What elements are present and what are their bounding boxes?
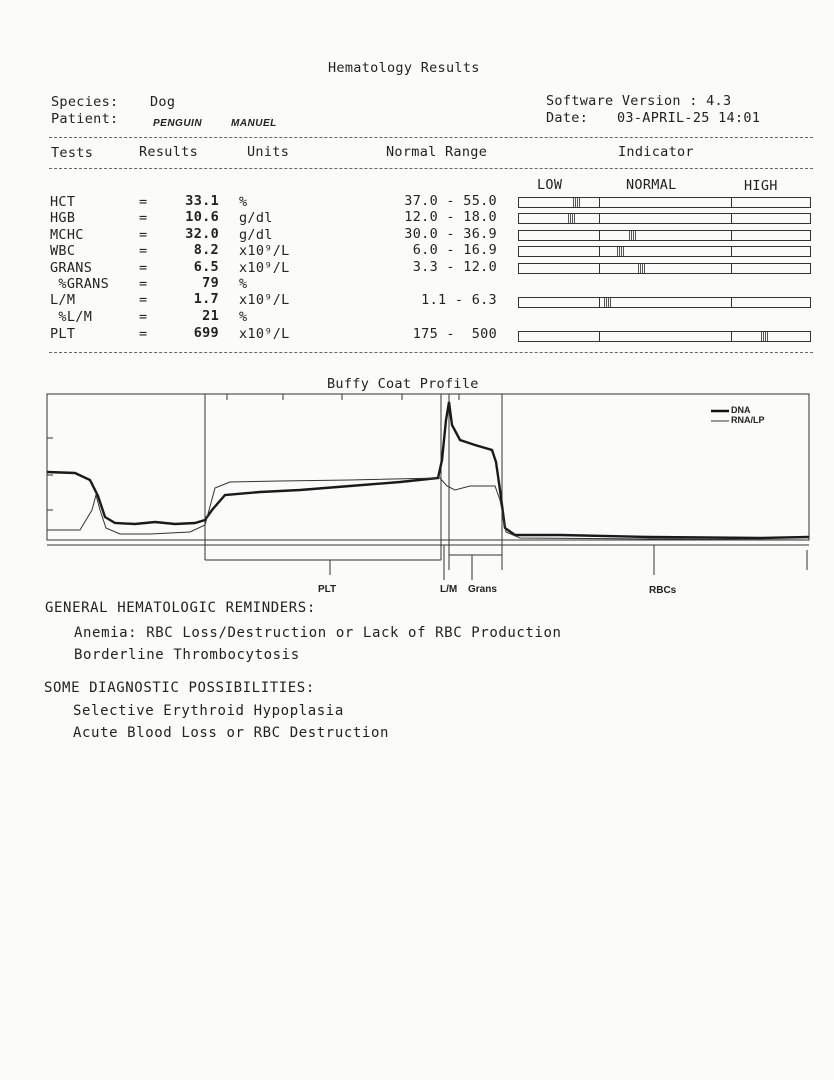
col-normal-range: Normal Range <box>386 144 488 160</box>
test-name: HCT <box>50 194 76 210</box>
col-units: Units <box>247 144 290 160</box>
equals-sign: = <box>139 210 148 226</box>
result-value: 1.7 <box>193 291 219 307</box>
species-value: Dog <box>150 94 176 110</box>
test-name: MCHC <box>50 227 84 243</box>
result-unit: x10⁹/L <box>239 292 290 308</box>
result-unit: x10⁹/L <box>239 243 290 259</box>
test-name: WBC <box>50 243 76 259</box>
normal-range: 1.1 - 6.3 <box>421 292 497 308</box>
rna-lp-trace <box>47 478 809 540</box>
species-label: Species: <box>51 94 119 110</box>
label-rbcs: RBCs <box>649 585 677 596</box>
reminders-heading: GENERAL HEMATOLOGIC REMINDERS: <box>45 600 316 616</box>
software-version: Software Version : 4.3 <box>546 93 732 109</box>
possibilities-heading: SOME DIAGNOSTIC POSSIBILITIES: <box>44 680 315 696</box>
test-name: %GRANS <box>50 276 109 292</box>
graph-frame <box>47 394 809 540</box>
equals-sign: = <box>139 260 148 276</box>
normal-range: 3.3 - 12.0 <box>412 259 497 275</box>
col-results: Results <box>139 144 198 160</box>
patient-first-name: PENGUIN <box>153 118 203 129</box>
result-value: 21 <box>202 308 219 324</box>
result-unit: x10⁹/L <box>239 260 290 276</box>
buffy-title: Buffy Coat Profile <box>327 376 479 392</box>
result-value: 6.5 <box>193 259 219 275</box>
legend-dna: DNA <box>731 405 751 415</box>
result-unit: g/dl <box>239 227 273 243</box>
result-unit: % <box>239 276 248 292</box>
legend-rna-lp: RNA/LP <box>731 415 765 425</box>
reminder-item: Borderline Thrombocytosis <box>74 647 300 663</box>
equals-sign: = <box>139 227 148 243</box>
equals-sign: = <box>139 292 148 308</box>
test-name: HGB <box>50 210 76 226</box>
indicator-normal: NORMAL <box>626 177 677 193</box>
equals-sign: = <box>139 309 148 325</box>
label-grans: Grans <box>468 584 497 595</box>
test-name: %L/M <box>50 309 93 325</box>
result-value: 10.6 <box>185 209 219 225</box>
patient-label: Patient: <box>51 111 119 127</box>
result-value: 8.2 <box>193 242 219 258</box>
test-name: L/M <box>50 292 76 308</box>
result-value: 33.1 <box>185 193 219 209</box>
equals-sign: = <box>139 243 148 259</box>
result-value: 699 <box>193 325 219 341</box>
reminder-item: Anemia: RBC Loss/Destruction or Lack of RBC Production <box>74 625 562 641</box>
col-indicator: Indicator <box>618 144 694 160</box>
col-tests: Tests <box>51 145 94 161</box>
indicator-high: HIGH <box>744 178 778 194</box>
result-unit: g/dl <box>239 210 273 226</box>
normal-range: 6.0 - 16.9 <box>412 242 497 258</box>
test-name: PLT <box>50 326 76 342</box>
patient-last-name: MANUEL <box>231 118 277 129</box>
date-label: Date: <box>546 110 589 126</box>
result-value: 32.0 <box>185 226 219 242</box>
normal-range: 12.0 - 18.0 <box>404 209 497 225</box>
normal-range: 175 - 500 <box>412 326 497 342</box>
possibility-item: Selective Erythroid Hypoplasia <box>73 703 344 719</box>
normal-range: 30.0 - 36.9 <box>404 226 497 242</box>
equals-sign: = <box>139 194 148 210</box>
label-plt: PLT <box>318 584 337 595</box>
indicator-low: LOW <box>537 177 563 193</box>
result-unit: % <box>239 194 248 210</box>
test-name: GRANS <box>50 260 93 276</box>
normal-range: 37.0 - 55.0 <box>404 193 497 209</box>
dna-trace <box>47 402 809 538</box>
result-value: 79 <box>202 275 219 291</box>
result-unit: x10⁹/L <box>239 326 290 342</box>
possibility-item: Acute Blood Loss or RBC Destruction <box>73 725 390 741</box>
label-lm: L/M <box>440 584 458 595</box>
equals-sign: = <box>139 276 148 292</box>
report-title: Hematology Results <box>328 60 480 76</box>
date-value: 03-APRIL-25 14:01 <box>617 110 761 126</box>
equals-sign: = <box>139 326 148 342</box>
result-unit: % <box>239 309 248 325</box>
